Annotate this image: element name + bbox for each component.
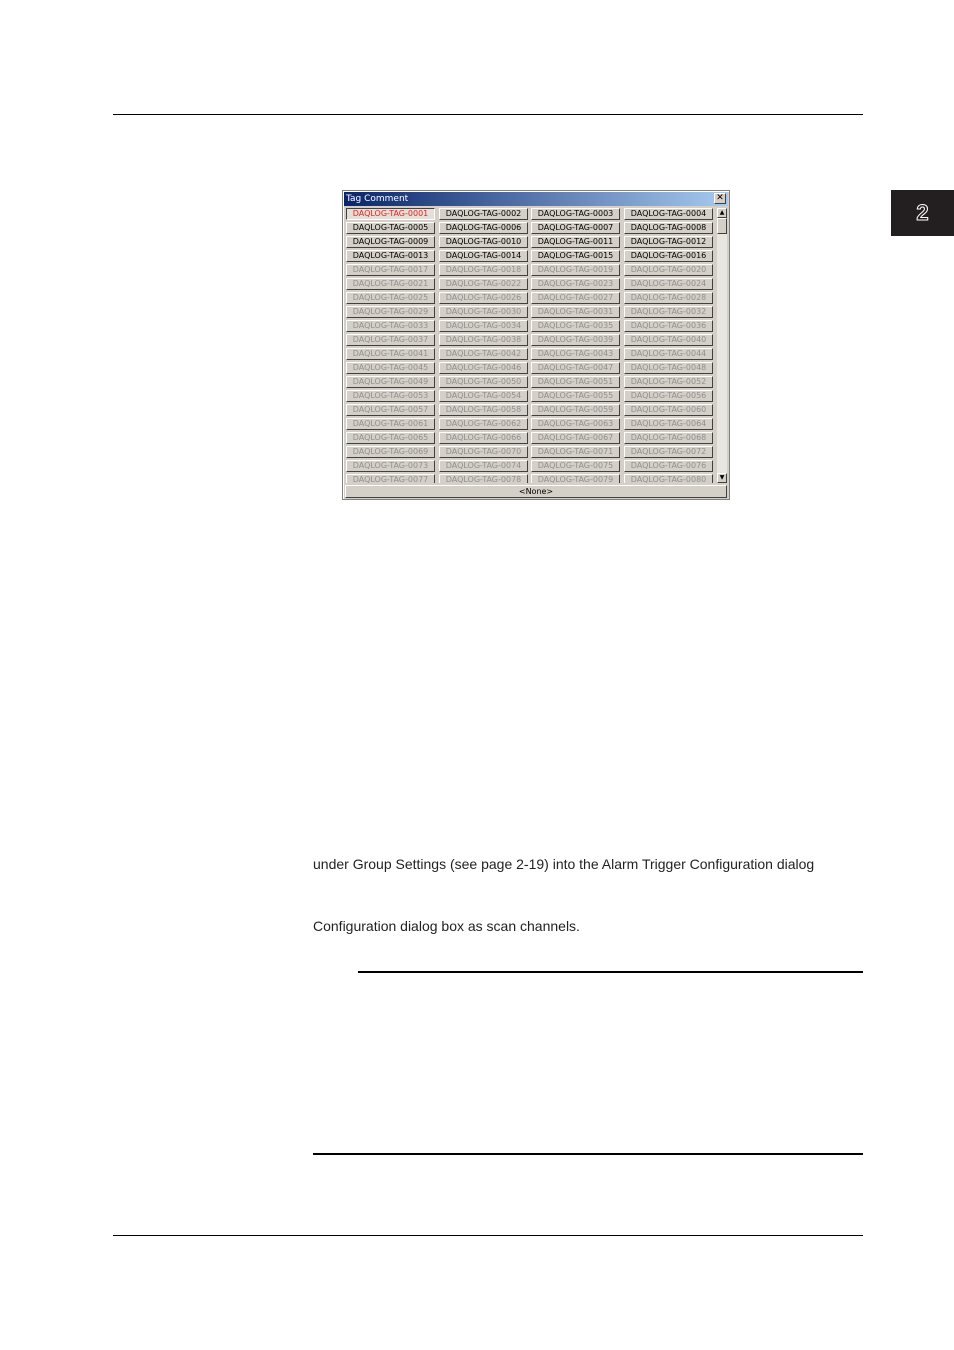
- tag-button[interactable]: DAQLOG-TAG-0024: [624, 278, 713, 290]
- tag-button[interactable]: DAQLOG-TAG-0062: [439, 418, 528, 430]
- tag-row: [346, 278, 716, 290]
- tag-button[interactable]: DAQLOG-TAG-0077: [346, 474, 435, 483]
- tag-button[interactable]: DAQLOG-TAG-0078: [439, 474, 528, 483]
- tag-row: [346, 432, 716, 444]
- tag-button[interactable]: DAQLOG-TAG-0028: [624, 292, 713, 304]
- arrow-up-icon: ▲: [719, 209, 725, 216]
- tag-button[interactable]: DAQLOG-TAG-0066: [439, 432, 528, 444]
- tag-button[interactable]: DAQLOG-TAG-0057: [346, 404, 435, 416]
- tag-button[interactable]: DAQLOG-TAG-0050: [439, 376, 528, 388]
- tag-button[interactable]: DAQLOG-TAG-0055: [531, 390, 620, 402]
- tag-button[interactable]: DAQLOG-TAG-0018: [439, 264, 528, 276]
- tag-button[interactable]: DAQLOG-TAG-0064: [624, 418, 713, 430]
- tag-button[interactable]: DAQLOG-TAG-0016: [624, 250, 713, 262]
- tag-button[interactable]: DAQLOG-TAG-0030: [439, 306, 528, 318]
- scroll-down-button[interactable]: [717, 473, 727, 483]
- tag-button[interactable]: DAQLOG-TAG-0044: [624, 348, 713, 360]
- tag-button[interactable]: DAQLOG-TAG-0004: [624, 208, 713, 220]
- tag-button[interactable]: DAQLOG-TAG-0039: [531, 334, 620, 346]
- close-button[interactable]: [714, 193, 726, 204]
- none-button[interactable]: <None>: [345, 485, 727, 498]
- tag-grid: [346, 208, 716, 483]
- tag-button[interactable]: DAQLOG-TAG-0025: [346, 292, 435, 304]
- header-rule: [113, 114, 863, 115]
- tag-button[interactable]: DAQLOG-TAG-0049: [346, 376, 435, 388]
- tag-button[interactable]: DAQLOG-TAG-0011: [531, 236, 620, 248]
- tag-row: [346, 474, 716, 483]
- chapter-number: 2: [916, 200, 929, 225]
- tag-button[interactable]: DAQLOG-TAG-0022: [439, 278, 528, 290]
- tag-button[interactable]: DAQLOG-TAG-0045: [346, 362, 435, 374]
- tag-comment-dialog: [342, 190, 730, 500]
- tag-row: [346, 390, 716, 402]
- note-rule-top: [358, 971, 863, 973]
- tag-button[interactable]: DAQLOG-TAG-0040: [624, 334, 713, 346]
- tag-button[interactable]: DAQLOG-TAG-0014: [439, 250, 528, 262]
- tag-button[interactable]: DAQLOG-TAG-0009: [346, 236, 435, 248]
- tag-row: [346, 404, 716, 416]
- tag-row: [346, 292, 716, 304]
- tag-button[interactable]: DAQLOG-TAG-0047: [531, 362, 620, 374]
- tag-button[interactable]: DAQLOG-TAG-0048: [624, 362, 713, 374]
- tag-row: [346, 236, 716, 248]
- tag-button[interactable]: DAQLOG-TAG-0059: [531, 404, 620, 416]
- tag-button[interactable]: DAQLOG-TAG-0063: [531, 418, 620, 430]
- scroll-thumb[interactable]: [717, 218, 727, 234]
- tag-row: [346, 208, 716, 220]
- tag-button[interactable]: DAQLOG-TAG-0042: [439, 348, 528, 360]
- tag-row: [346, 348, 716, 360]
- tag-row: [346, 376, 716, 388]
- tag-button[interactable]: DAQLOG-TAG-0060: [624, 404, 713, 416]
- tag-button[interactable]: DAQLOG-TAG-0003: [531, 208, 620, 220]
- tag-button[interactable]: DAQLOG-TAG-0069: [346, 446, 435, 458]
- tag-button[interactable]: DAQLOG-TAG-0005: [346, 222, 435, 234]
- tag-row: [346, 446, 716, 458]
- body-text-line: under Group Settings (see page 2-19) into the Alarm Trigger Configuration dialog: [313, 856, 815, 872]
- tag-button[interactable]: DAQLOG-TAG-0061: [346, 418, 435, 430]
- tag-button[interactable]: DAQLOG-TAG-0070: [439, 446, 528, 458]
- note-rule-bottom: [313, 1153, 863, 1155]
- tag-button[interactable]: DAQLOG-TAG-0008: [624, 222, 713, 234]
- tag-button[interactable]: DAQLOG-TAG-0056: [624, 390, 713, 402]
- tag-button[interactable]: DAQLOG-TAG-0020: [624, 264, 713, 276]
- tag-button[interactable]: DAQLOG-TAG-0002: [439, 208, 528, 220]
- tag-button[interactable]: DAQLOG-TAG-0074: [439, 460, 528, 472]
- tag-button[interactable]: DAQLOG-TAG-0035: [531, 320, 620, 332]
- tag-row: [346, 418, 716, 430]
- body-text-line: Configuration dialog box as scan channels.: [313, 918, 580, 934]
- tag-button[interactable]: DAQLOG-TAG-0075: [531, 460, 620, 472]
- tag-button[interactable]: DAQLOG-TAG-0034: [439, 320, 528, 332]
- tag-button[interactable]: DAQLOG-TAG-0017: [346, 264, 435, 276]
- tag-button[interactable]: DAQLOG-TAG-0007: [531, 222, 620, 234]
- tag-button[interactable]: DAQLOG-TAG-0013: [346, 250, 435, 262]
- tag-row: [346, 362, 716, 374]
- tag-button[interactable]: DAQLOG-TAG-0051: [531, 376, 620, 388]
- tag-button[interactable]: DAQLOG-TAG-0023: [531, 278, 620, 290]
- tag-button[interactable]: DAQLOG-TAG-0015: [531, 250, 620, 262]
- vertical-scrollbar[interactable]: [717, 208, 727, 483]
- arrow-down-icon: ▼: [719, 474, 725, 481]
- tag-row: [346, 320, 716, 332]
- tag-button[interactable]: DAQLOG-TAG-0046: [439, 362, 528, 374]
- chapter-tab: [891, 190, 954, 236]
- tag-button[interactable]: DAQLOG-TAG-0006: [439, 222, 528, 234]
- close-icon: ✕: [716, 193, 724, 203]
- tag-row: [346, 222, 716, 234]
- tag-button[interactable]: DAQLOG-TAG-0001: [346, 208, 435, 220]
- tag-row: [346, 250, 716, 262]
- tag-button[interactable]: DAQLOG-TAG-0010: [439, 236, 528, 248]
- tag-button[interactable]: DAQLOG-TAG-0053: [346, 390, 435, 402]
- tag-button[interactable]: DAQLOG-TAG-0041: [346, 348, 435, 360]
- tag-button[interactable]: DAQLOG-TAG-0026: [439, 292, 528, 304]
- tag-row: [346, 460, 716, 472]
- tag-button[interactable]: DAQLOG-TAG-0029: [346, 306, 435, 318]
- dialog-titlebar[interactable]: [344, 192, 728, 206]
- tag-button[interactable]: DAQLOG-TAG-0033: [346, 320, 435, 332]
- tag-button[interactable]: DAQLOG-TAG-0032: [624, 306, 713, 318]
- tag-button[interactable]: DAQLOG-TAG-0072: [624, 446, 713, 458]
- tag-button[interactable]: DAQLOG-TAG-0058: [439, 404, 528, 416]
- tag-button[interactable]: DAQLOG-TAG-0067: [531, 432, 620, 444]
- tag-button[interactable]: DAQLOG-TAG-0036: [624, 320, 713, 332]
- tag-button[interactable]: DAQLOG-TAG-0037: [346, 334, 435, 346]
- tag-button[interactable]: DAQLOG-TAG-0019: [531, 264, 620, 276]
- tag-button[interactable]: DAQLOG-TAG-0076: [624, 460, 713, 472]
- tag-button[interactable]: DAQLOG-TAG-0043: [531, 348, 620, 360]
- tag-button[interactable]: DAQLOG-TAG-0080: [624, 474, 713, 483]
- scroll-up-button[interactable]: [717, 208, 727, 218]
- tag-button[interactable]: DAQLOG-TAG-0038: [439, 334, 528, 346]
- tag-button[interactable]: DAQLOG-TAG-0031: [531, 306, 620, 318]
- tag-button[interactable]: DAQLOG-TAG-0027: [531, 292, 620, 304]
- tag-button[interactable]: DAQLOG-TAG-0012: [624, 236, 713, 248]
- tag-button[interactable]: DAQLOG-TAG-0068: [624, 432, 713, 444]
- tag-row: [346, 264, 716, 276]
- tag-button[interactable]: DAQLOG-TAG-0073: [346, 460, 435, 472]
- footer-rule: [113, 1235, 863, 1236]
- tag-button[interactable]: DAQLOG-TAG-0054: [439, 390, 528, 402]
- dialog-title: Tag Comment: [346, 194, 409, 204]
- tag-button[interactable]: DAQLOG-TAG-0065: [346, 432, 435, 444]
- tag-row: [346, 306, 716, 318]
- tag-button[interactable]: DAQLOG-TAG-0071: [531, 446, 620, 458]
- tag-button[interactable]: DAQLOG-TAG-0052: [624, 376, 713, 388]
- tag-button[interactable]: DAQLOG-TAG-0021: [346, 278, 435, 290]
- tag-button[interactable]: DAQLOG-TAG-0079: [531, 474, 620, 483]
- tag-row: [346, 334, 716, 346]
